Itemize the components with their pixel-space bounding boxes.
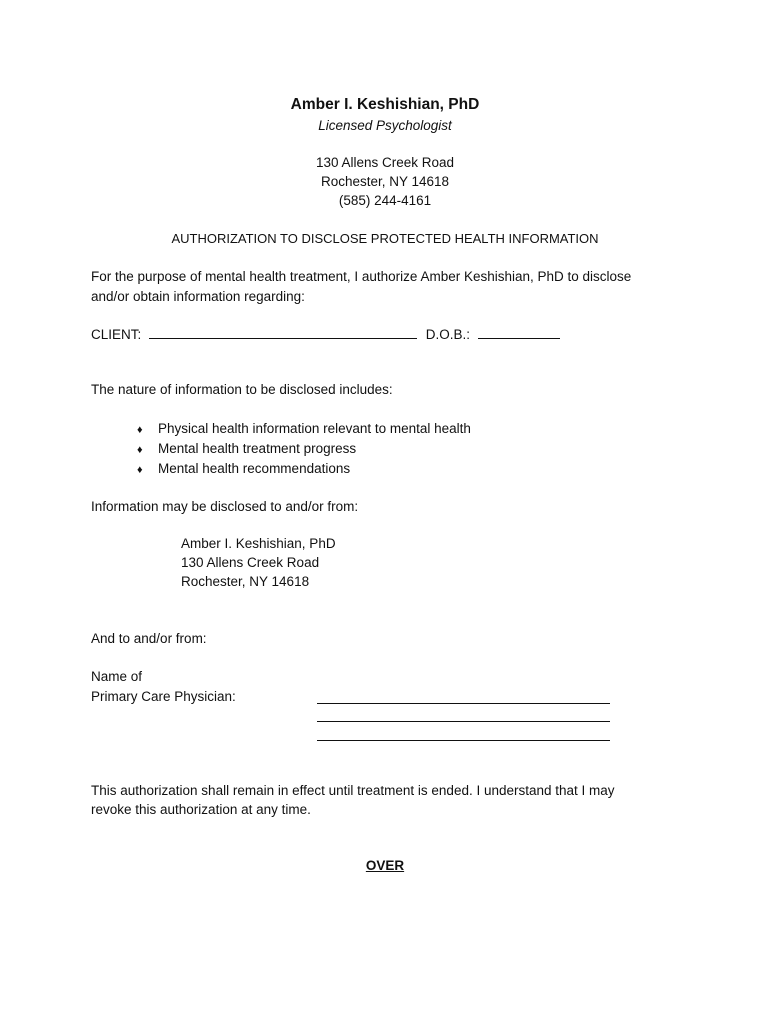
- and-to-label: And to and/or from:: [91, 631, 207, 646]
- recipient-name: Amber I. Keshishian, PhD: [181, 536, 336, 551]
- client-name-field[interactable]: [149, 324, 417, 339]
- list-item: [137, 459, 350, 480]
- recipient-address-line-1: 130 Allens Creek Road: [181, 555, 320, 570]
- diamond-bullet-icon: ♦: [137, 444, 143, 456]
- diamond-bullet-icon: ♦: [137, 464, 143, 476]
- pcp-label-line-2: Primary Care Physician:: [91, 689, 236, 704]
- disclosed-label: Information may be disclosed to and/or from:: [91, 499, 359, 514]
- address-line-1: 130 Allens Creek Road: [315, 155, 455, 170]
- effect-text-line-2: revoke this authorization at any time.: [91, 802, 311, 817]
- diamond-bullet-icon: ♦: [137, 424, 143, 436]
- list-item-text: Mental health treatment progress: [158, 441, 357, 456]
- dob-field[interactable]: [478, 324, 560, 339]
- address-line-2: Rochester, NY 14618: [320, 174, 450, 189]
- pcp-field-line-2[interactable]: [317, 721, 610, 722]
- form-heading: AUTHORIZATION TO DISCLOSE PROTECTED HEALTH INFORMATION: [171, 231, 599, 246]
- nature-label: The nature of information to be disclosed includes:: [91, 382, 393, 397]
- pcp-field-line-3[interactable]: [317, 740, 610, 741]
- client-row: [91, 324, 560, 344]
- effect-text-line-1: This authorization shall remain in effect until treatment is ended. I understand that I may: [91, 783, 615, 798]
- client-label: CLIENT:: [91, 327, 142, 342]
- practitioner-title: Licensed Psychologist: [318, 118, 452, 133]
- list-item-text: Mental health recommendations: [158, 461, 351, 476]
- phone-number: (585) 244-4161: [338, 193, 432, 208]
- intro-text-line-1: For the purpose of mental health treatment, I authorize Amber Keshishian, PhD to disclose: [91, 269, 632, 284]
- recipient-address-line-2: Rochester, NY 14618: [181, 574, 310, 589]
- list-item-text: Physical health information relevant to mental health: [158, 421, 471, 436]
- over-label: OVER: [365, 858, 405, 873]
- practitioner-name: Amber I. Keshishian, PhD: [290, 96, 480, 113]
- pcp-field-line-1[interactable]: [317, 703, 610, 704]
- pcp-label-line-1: Name of: [91, 669, 143, 684]
- list-item: [137, 419, 471, 440]
- intro-text-line-2: and/or obtain information regarding:: [91, 289, 305, 304]
- list-item: [137, 439, 356, 460]
- dob-label: D.O.B.:: [425, 327, 471, 342]
